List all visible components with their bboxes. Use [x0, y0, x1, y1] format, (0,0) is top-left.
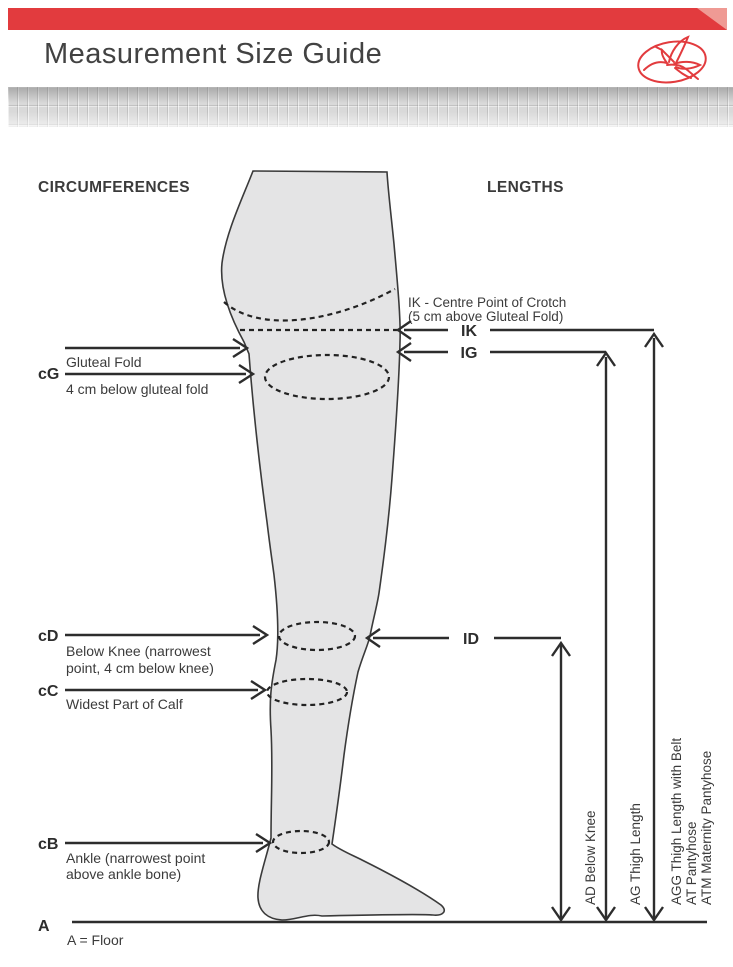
circumferences-heading: CIRCUMFERENCES — [38, 179, 190, 196]
cb-code: cB — [38, 836, 59, 853]
cb-label-line1: Ankle (narrowest point — [66, 850, 206, 866]
page-title: Measurement Size Guide — [44, 38, 383, 70]
cd-label-line2: point, 4 cm below knee) — [66, 660, 214, 676]
cd-label-line1: Below Knee (narrowest — [66, 643, 211, 659]
ag-label: AG Thigh Length — [628, 803, 643, 905]
gluteal-fold-label: Gluteal Fold — [66, 354, 142, 370]
ik-note-line2: (5 cm above Gluteal Fold) — [408, 309, 564, 324]
floor-code: A — [38, 918, 50, 935]
at-label: AT Pantyhose — [684, 821, 699, 905]
cd-arrow — [65, 626, 267, 644]
agg-length-line — [645, 334, 663, 920]
ad-length-line — [552, 643, 570, 920]
id-code: ID — [463, 631, 479, 648]
atm-label: ATM Maternity Pantyhose — [699, 750, 714, 905]
ig-arrow — [398, 343, 606, 361]
ik-note-line1: IK - Centre Point of Crotch — [408, 295, 567, 310]
ad-label: AD Below Knee — [583, 810, 598, 905]
lengths-heading: LENGTHS — [487, 179, 564, 196]
cd-code: cD — [38, 628, 59, 645]
ik-code: IK — [461, 323, 477, 340]
cb-label-line2: above ankle bone) — [66, 866, 182, 882]
cc-label: Widest Part of Calf — [66, 696, 183, 712]
cg-label: 4 cm below gluteal fold — [66, 381, 209, 397]
cc-code: cC — [38, 683, 59, 700]
floor-label: A = Floor — [67, 932, 124, 948]
leg-outline — [222, 171, 445, 920]
cg-code: cG — [38, 366, 60, 383]
ig-code: IG — [460, 345, 478, 362]
ag-length-line — [597, 353, 615, 920]
agg-label: AGG Thigh Length with Belt — [669, 737, 684, 905]
